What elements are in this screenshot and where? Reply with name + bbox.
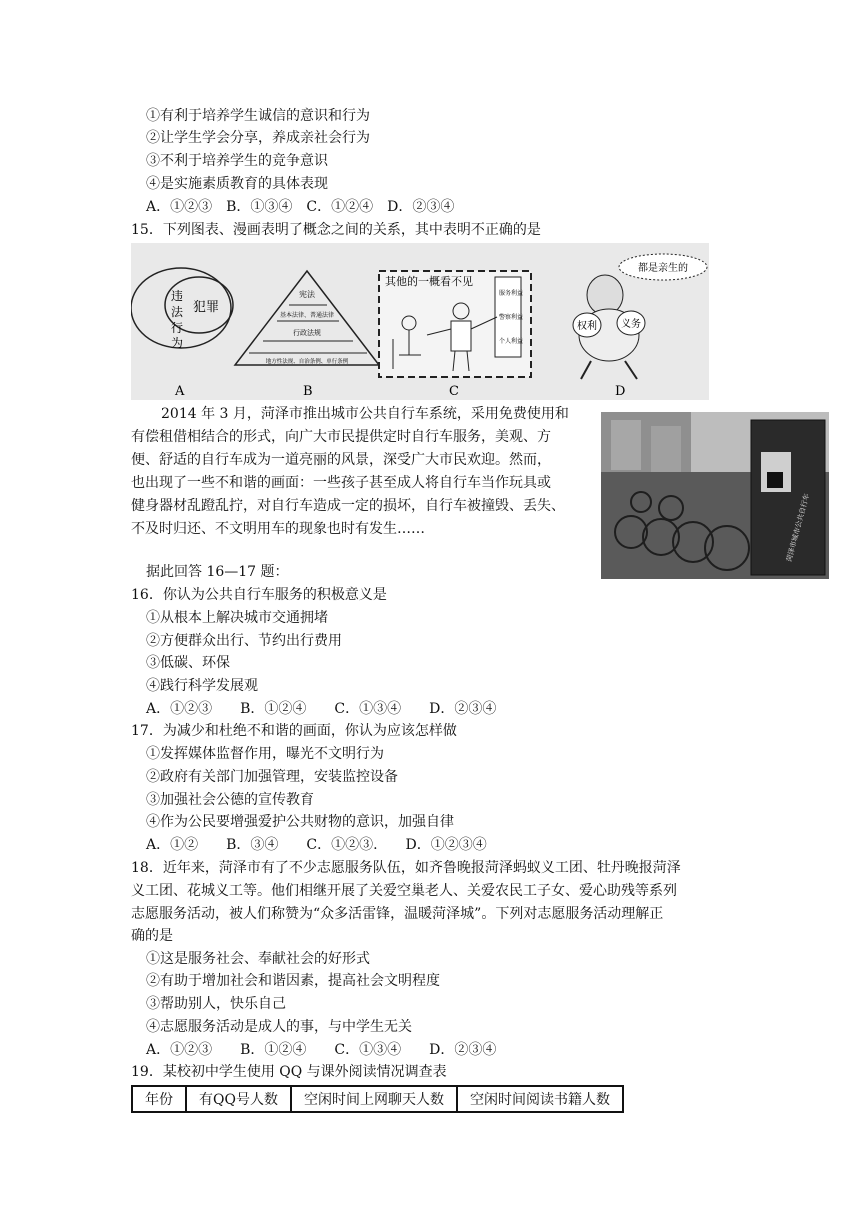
passage-line-2: 有偿租借相结合的形式，向广大市民提供定时自行车服务，美观、方 bbox=[131, 429, 551, 445]
q14-answers: A．①②③ B．①③④ C．①②④ D．②③④ bbox=[146, 199, 455, 215]
fig-a-outer-2: 法 bbox=[171, 305, 184, 319]
q14-option-3: ③不利于培养学生的竞争意识 bbox=[146, 153, 328, 169]
fig-a-outer-1: 违 bbox=[171, 289, 184, 303]
q14-option-1: ①有利于培养学生诚信的意识和行为 bbox=[146, 108, 370, 124]
photo-sign-text: 菏泽市城市公共自行车 bbox=[785, 492, 812, 563]
q18-stem-3: 志愿服务活动，被人们称赞为“众多活雷锋，温暖菏泽城”。下列对志愿服务活动理解正 bbox=[131, 906, 664, 922]
bicycle-rack-photo bbox=[601, 412, 829, 579]
fig-c-caption: 其他的一概看不见 bbox=[385, 275, 473, 288]
passage-line-4: 也出现了一些不和谐的画面：一些孩子甚至成人将自行车当作玩具或 bbox=[131, 475, 551, 491]
fig-c-sign-3: 个人利益 bbox=[499, 338, 524, 345]
q18-option-1: ①这是服务社会、奉献社会的好形式 bbox=[146, 951, 370, 967]
q16-option-1: ①从根本上解决城市交通拥堵 bbox=[146, 610, 328, 626]
q17-option-2: ②政府有关部门加强管理，安装监控设备 bbox=[146, 769, 398, 785]
header-year: 年份 bbox=[132, 1086, 186, 1112]
q18-stem-2: 义工团、花城义工等。他们相继开展了关爱空巢老人、关爱农民工子女、爱心助残等系列 bbox=[131, 883, 677, 899]
fig-a-inner: 犯罪 bbox=[193, 300, 220, 315]
figure-a bbox=[131, 268, 233, 399]
q18-stem-4: 确的是 bbox=[131, 928, 173, 944]
q16-stem: 16．你认为公共自行车服务的积极意义是 bbox=[131, 587, 387, 603]
table-header-row bbox=[132, 1086, 623, 1112]
fig-b-label: B bbox=[303, 384, 313, 399]
fig-d-word-1: 权利 bbox=[577, 321, 597, 332]
q18-option-3: ③帮助别人，快乐自己 bbox=[146, 996, 286, 1012]
q17-stem: 17．为减少和杜绝不和谐的画面，你认为应该怎样做 bbox=[131, 723, 457, 739]
passage-line-5: 健身器材乱蹬乱拧，对自行车造成一定的损坏，自行车被撞毁、丢失、 bbox=[131, 498, 565, 514]
fig-a-label: A bbox=[175, 384, 185, 399]
fig-b-level-2: 基本法律、普通法律 bbox=[279, 312, 335, 319]
fig-d-word-2: 义务 bbox=[621, 319, 641, 330]
figure-b bbox=[235, 271, 379, 399]
q16-option-3: ③低碳、环保 bbox=[146, 655, 230, 671]
answer-intro: 据此回答 16—17 题： bbox=[146, 564, 289, 580]
figure-d bbox=[573, 254, 707, 399]
q16-option-4: ④践行科学发展观 bbox=[146, 678, 258, 694]
passage-line-1: 2014 年 3 月，菏泽市推出城市公共自行车系统，采用免费使用和 bbox=[161, 406, 569, 422]
q17-option-1: ①发挥媒体监督作用，曝光不文明行为 bbox=[146, 746, 384, 762]
q18-option-4: ④志愿服务活动是成人的事，与中学生无关 bbox=[146, 1019, 412, 1035]
fig-c-label: C bbox=[449, 384, 459, 399]
q17-answers: A．①② B．③④ C．①②③. D．①②③④ bbox=[146, 837, 487, 853]
fig-b-level-4: 地方性法规、自治条例、单行条例 bbox=[265, 359, 349, 365]
q18-answers: A．①②③ B．①②④ C．①③④ D．②③④ bbox=[146, 1042, 497, 1058]
q18-stem-1: 18．近年来，菏泽市有了不少志愿服务队伍，如齐鲁晚报菏泽蚂蚁义工团、牡丹晚报菏泽 bbox=[131, 860, 681, 876]
figure-c bbox=[379, 271, 531, 399]
q18-option-2: ②有助于增加社会和谐因素，提高社会文明程度 bbox=[146, 973, 440, 989]
fig-a-outer-4: 为 bbox=[171, 336, 184, 350]
fig-d-label: D bbox=[615, 384, 626, 399]
header-qq-users: 有QQ号人数 bbox=[186, 1086, 291, 1112]
passage-line-6: 不及时归还、不文明用车的现象也时有发生…… bbox=[131, 521, 425, 537]
q14-option-4: ④是实施素质教育的具体表现 bbox=[146, 176, 328, 192]
fig-a-outer-3: 行 bbox=[171, 321, 184, 335]
fig-c-sign-2: 警察利益 bbox=[499, 314, 524, 321]
q16-answers: A．①②③ B．①②④ C．①③④ D．②③④ bbox=[146, 701, 497, 717]
q16-option-2: ②方便群众出行、节约出行费用 bbox=[146, 633, 342, 649]
passage-line-3: 便、舒适的自行车成为一道亮丽的风景，深受广大市民欢迎。然而， bbox=[131, 452, 551, 468]
q15-stem: 15．下列图表、漫画表明了概念之间的关系，其中表明不正确的是 bbox=[131, 222, 541, 238]
q14-option-2: ②让学生学会分享，养成亲社会行为 bbox=[146, 130, 370, 146]
q15-figure-panel bbox=[131, 243, 709, 400]
q19-survey-table bbox=[131, 1085, 624, 1113]
header-online-chat: 空闲时间上网聊天人数 bbox=[291, 1086, 457, 1112]
q19-stem: 19．某校初中学生使用 QQ 与课外阅读情况调查表 bbox=[131, 1064, 447, 1080]
q17-option-3: ③加强社会公德的宣传教育 bbox=[146, 792, 314, 808]
q17-option-4: ④作为公民要增强爱护公共财物的意识，加强自律 bbox=[146, 814, 454, 830]
header-reading: 空闲时间阅读书籍人数 bbox=[457, 1086, 623, 1112]
fig-c-sign-1: 服务利益 bbox=[499, 290, 524, 297]
fig-d-bubble: 都是亲生的 bbox=[638, 263, 688, 274]
fig-b-level-1: 宪法 bbox=[299, 290, 315, 299]
fig-b-level-3: 行政法规 bbox=[293, 329, 321, 337]
